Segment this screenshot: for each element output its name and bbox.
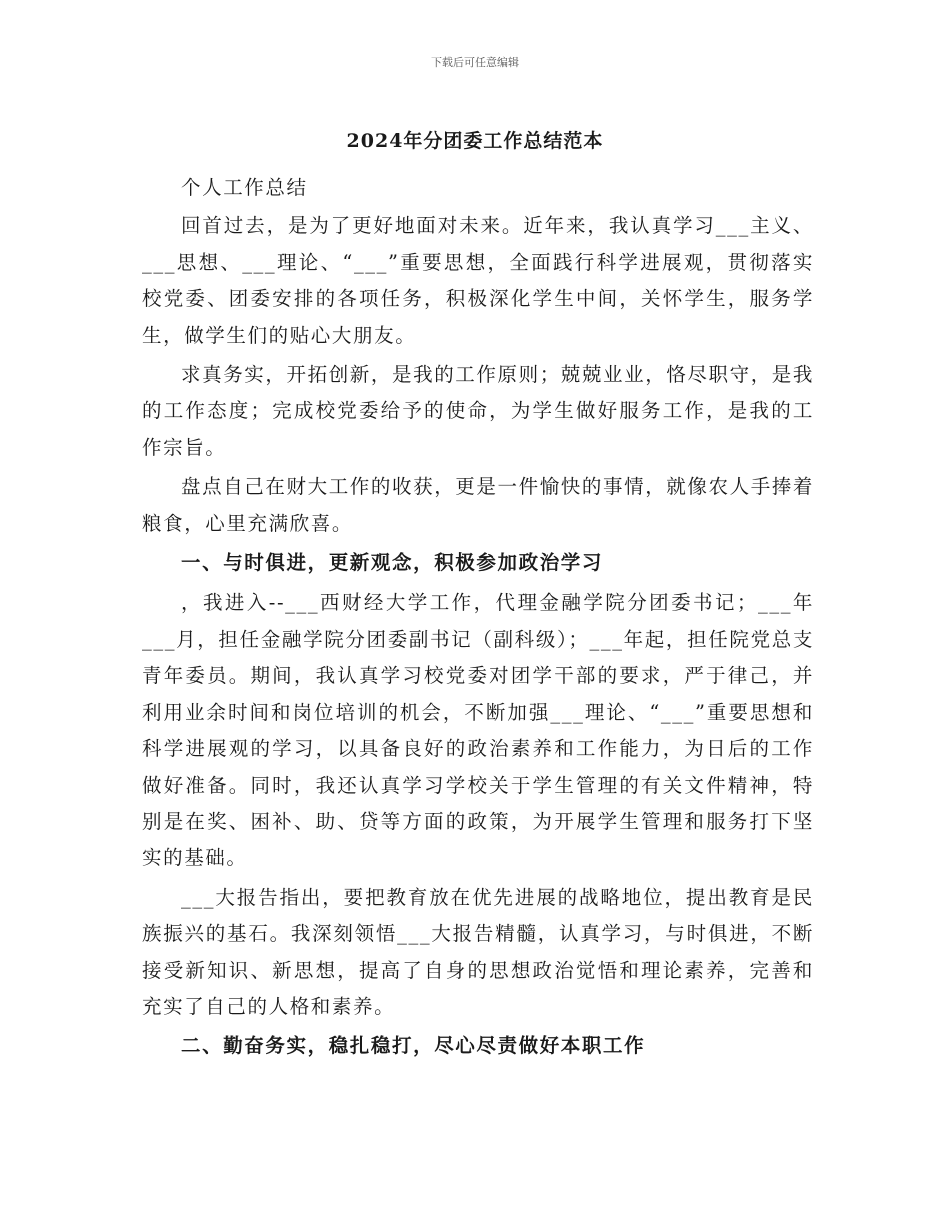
section-heading: 二、勤奋务实，稳扎稳打，尽心尽责做好本职工作 — [181, 1034, 646, 1058]
section-subtitle: 个人工作总结 — [181, 176, 308, 199]
document-title: 2024年分团委工作总结范本 — [346, 130, 604, 152]
section-heading: 一、与时俱进，更新观念，积极参加政治学习 — [181, 551, 604, 575]
body-paragraph: ___大报告指出，要把教育放在优先进展的战略地位，提出教育是民族振兴的基石。我深刻领悟___大报告精髓，认真学习，与时俱进，不断接受新知识、新思想，提高了自身的思想政治觉悟和理论素养，完善和充实了自己的人格和素养。 — [142, 885, 814, 1018]
body-paragraph: 盘点自己在财大工作的收获，更是一件愉快的事情，就像农人手捧着粮食，心里充满欣喜。 — [142, 475, 815, 535]
body-paragraph: 求真务实，开拓创新，是我的工作原则；兢兢业业，恪尽职守，是我的工作态度；完成校党委给予的使命，为学生做好服务工作，是我的工作宗旨。 — [142, 363, 815, 459]
body-paragraph: ，我进入--___西财经大学工作，代理金融学院分团委书记；___年___月，担任金融学院分团委副书记（副科级）；___年起，担任院党总支青年委员。期间，我认真学习校党委对团学干部的要求，严于律己，并利用业余时间和岗位培训的机会，不断加强___理论、“___”重要思想和科学进展观的学习，以具备良好的政治素养和工作能力，为日后的工作做好准备。同时，我还认真学习学校关于学生管理的有关文件精神，特别是在奖、困补、助、贷等方面的政策，为开展学生管理和服务打下坚实的基础。 — [142, 591, 814, 870]
page-header-note: 下载后可任意编辑 — [431, 56, 519, 69]
body-paragraph: 回首过去，是为了更好地面对未来。近年来，我认真学习___主义、___思想、___理论、“___”重要思想，全面践行科学进展观，贯彻落实校党委、团委安排的各项任务，积极深化学生中间，关怀学生，服务学生，做学生们的贴心大朋友。 — [142, 214, 814, 347]
document-body — [142, 170, 814, 1069]
